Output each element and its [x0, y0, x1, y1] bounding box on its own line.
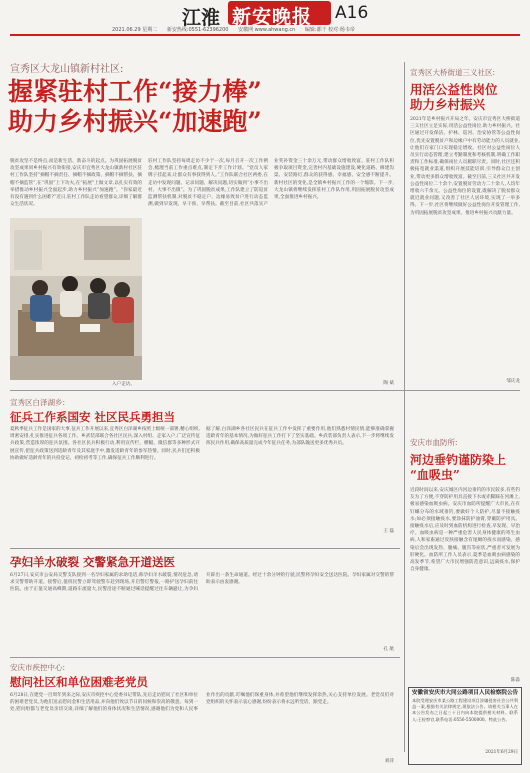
masthead-rule: [10, 34, 520, 36]
lead-photo: [10, 218, 142, 380]
right-top-byline: 邹庆龙: [506, 379, 520, 384]
column-divider: [404, 62, 405, 752]
bottom-byline: 刘萍: [384, 759, 394, 764]
section-divider-1: [10, 390, 520, 391]
section-name: 江淮: [182, 7, 221, 29]
editor-line: 编辑:都千 校对:杨韦帝: [304, 27, 355, 33]
mid-left-byline: 王 磊: [383, 529, 394, 534]
right-top-headline-1: 用活公益性岗位: [410, 82, 498, 97]
lead-headline-1: 握紧驻村工作“接力棒”: [8, 77, 262, 106]
masthead: [0, 0, 530, 34]
notice-body: 本院受理安庆市某公路工程建设项目涉嫌侵害社会公共利益一案,根据有关法律规定,现依法公告。请相关当事人在本公告发布之日起三十日内向本院提供相关材料。联系人:王检察官,联系电话:0556-5500000。特此公告。: [412, 698, 518, 722]
paper-name: 新安晚报: [232, 6, 313, 28]
lead-body-mid: 驻村工作队坚持每周走访不少于一次,每月召开一次工作例会,梳理当前工作重点难点,制定下步工作计划。“党员人家牌子挂起来,让群众有事找得到人。”工作队联合社区两委,在走访中发现问题、记录问题、解决问题,切实做到“小事不出村、大事不出镇”。为了巩固脱贫成果,工作队建立了防返贫监测帮扶机制,对脱贫不稳定户、边缘易致贫户进行动态监测,做到早发现、早干预、早帮扶。截至目前,社区共落实产业奖补资金三十余万元,带动群众增收致富。驻村工作队积极争取项目资金,完善村内基础设施建设,硬化道路、修建沟渠、安装路灯,群众的获得感、幸福感、安全感不断提升。新村社区的变化,是全镇乡村振兴工作的一个缩影。下一步,大龙山镇将继续发挥驻村工作队作用,巩固拓展脱贫攻坚成果,全面推进乡村振兴。: [148, 159, 394, 208]
right-mid-kicker: 安庆市血防所:: [410, 438, 458, 447]
sheep-byline: 孔 航: [383, 647, 394, 652]
section-divider-2: [10, 548, 400, 549]
mid-left-kicker: 宣秀区白泽湖乡:: [10, 398, 66, 407]
website[interactable]: 安徽网 www.ahwang.cn: [238, 27, 296, 33]
notice-date: 2021年6月29日: [485, 750, 518, 755]
lead-kicker: 宣秀区大龙山镇新村社区:: [10, 64, 124, 75]
hotline-number: 0551-62396200: [188, 27, 229, 33]
lead-headline-2: 助力乡村振兴“加速跑”: [8, 107, 262, 136]
right-mid-body: 近段时间以来,安庆城区内河边垂钓的市民较多,有些钓友为了方便,不穿防护用具直接下水或赤脚踩在河滩上,极易感染血吸虫病。安庆市血防所提醒广大市民,在有钉螺分布的水域垂钓,要做好个人防护,尽量不接触疫水;如必须接触疫水,要涂抹防护油膏,穿戴防护用具。接触疫水后,应及时到血防机构进行检查,早发现、早治疗。血吸虫病是一种严重危害人民身体健康的寄生虫病,人和家畜通过皮肤接触含有尾蚴的疫水而感染。感染后会出现发热、腹痛、腹泻等症状,严重者可发展为肝硬化。血防所工作人员表示,夏季是血吸虫病感染的高发季节,希望广大市民增强防范意识,远离疫水,保护自身健康。: [410, 488, 520, 573]
hotline-label: 新安热线:: [166, 27, 189, 33]
bottom-body: 6月28日,在建党一百周年到来之际,安庆市疾控中心党委书记带队,先后走访慰问了社区和单位的困难老党员,为他们送去慰问金和生活用品,并向他们致以节日的问候和崇高的敬意。每到一处,慰问组都与老党员亲切交谈,详细了解他们的身体状况和生活情况,感谢他们为党和人民事业作出的贡献,叮嘱他们保重身体,并希望他们继续发挥余热,关心支持单位发展。老党员们对党组织的关怀表示衷心感谢,纷纷表示将永远听党话、跟党走。: [10, 693, 394, 713]
right-top-headline-2: 助力乡村振兴: [410, 97, 486, 112]
right-top-kicker: 宣秀区大桥街道三义社区:: [410, 68, 496, 77]
section-divider-3: [10, 657, 400, 658]
mid-left-headline: 征兵工作系国安 社区民兵勇担当: [10, 410, 176, 424]
mid-left-body-1: 夏秋季征兵工作是国家的大事,征兵工作开展以来,宜秀区白泽湖乡按照上级统一部署,精心组织,周密安排,扎实推进征兵各项工作。乡武装部联合各社区民兵,深入村组、走家入户,广泛宣传征兵政策,营造浓厚的征兵氛围。各社区民兵积极行动,利用宣传栏、横幅、微信群等多种形式开展宣传,把征兵政策送到适龄青年及其家庭手中,激发适龄青年的参军热情。同时,民兵们还积极协助做好适龄青年的兵役登记、初检初考等工作,确保征兵工作顺利进行。: [10, 427, 200, 461]
sheep-body: 6月27日,安庆市公安局交警支队接到一名孕妇家属的求助电话,称孕妇羊水破裂,情况危急,请求交警帮助开道。接警后,值班民警立即驾驶警车赶到现场,开启警灯警报,一路护送孕妇前往医院。由于正值交通高峰期,道路车流量大,民警沿途不断通过喊话提醒过往车辆避让,为孕妇开辟出一条生命通道。经过十余分钟的行驶,民警将孕妇安全送达医院。孕妇家属对交警的帮助表示由衷感谢。: [10, 573, 394, 593]
sheep-headline: 孕妇羊水破裂 交警紧急开道送医: [10, 555, 176, 569]
lead-body-left: 脱贫攻坚不是终点,而是新生活、新奋斗的起点。为巩固拓展脱贫攻坚成果同乡村振兴有效衔接,安庆市宜秀区大龙山镇新村社区驻村工作队坚持“摘帽不摘责任、摘帽不摘政策、摘帽不摘帮扶、摘帽不摘监管”,在“巩固”上下功夫,在“拓展”上做文章,以扎实有效的举措推动乡村振兴全面起步,助力乡村振兴“加速跑”。“你家最近有没有遇到什么困难?”近日,驻村工作队走访看望群众,详细了解群众生活状况。: [10, 159, 142, 208]
notice-ad: [408, 687, 522, 765]
paper-logo: [228, 1, 331, 28]
photo-caption: 入户走访。: [112, 382, 135, 387]
right-mid-headline-2: “血吸虫”: [410, 468, 460, 482]
meeting-photo: [10, 218, 142, 380]
right-mid-byline: 陈淼: [510, 678, 520, 683]
right-top-body: 2021年是乡村振兴开局之年。安庆市宜秀区大桥街道三义社区立足实际,用活公益性岗位,助力乡村振兴。社区通过开发保洁、护林、巡河、治安协管等公益性岗位,优先安置脱贫户和边缘户中有劳动能力的人员就业,让他们在家门口实现稳定增收。社区对公益性岗位人员实行动态管理,建立考勤制度和考核机制,明确工作职责和工作标准,确保岗位人员履职尽责。同时,社区还积极拓宽就业渠道,组织开展技能培训,引导群众自主创业,带动更多群众增收致富。截至目前,三义社区共开发公益性岗位二十余个,安置脱贫劳动力二十余人,人均年增收六千余元。公益性岗位的设置,既解决了脱贫群众就近就业问题,又改善了社区人居环境,实现了一举多得。下一步,社区将继续做好公益性岗位开发管理工作,为巩固拓展脱贫攻坚成果、推进乡村振兴贡献力量。: [410, 117, 520, 216]
mid-left-body-2: 据了解,白泽湖乡各社区民兵在征兵工作中发挥了重要作用,他们熟悉村情民情,能够准确掌握适龄青年的基本情况,为做好征兵工作打下了坚实基础。乡武装部负责人表示,下一步将继续发挥民兵作用,确保高质量完成今年征兵任务,为部队输送更多优秀兵员。: [206, 427, 394, 447]
date-line: 2021.06.29 星期二: [112, 27, 158, 33]
notice-title: 安徽省安庆市大同公路项目人民检察院公告: [411, 690, 519, 696]
lead-byline: 陶 斌: [383, 381, 394, 386]
bottom-kicker: 安庆市疾控中心:: [10, 663, 66, 672]
page-number: A16: [335, 3, 369, 23]
right-mid-headline-1: 河边垂钓谨防染上: [410, 453, 507, 467]
bottom-headline: 慰问社区和单位困难老党员: [10, 675, 148, 689]
